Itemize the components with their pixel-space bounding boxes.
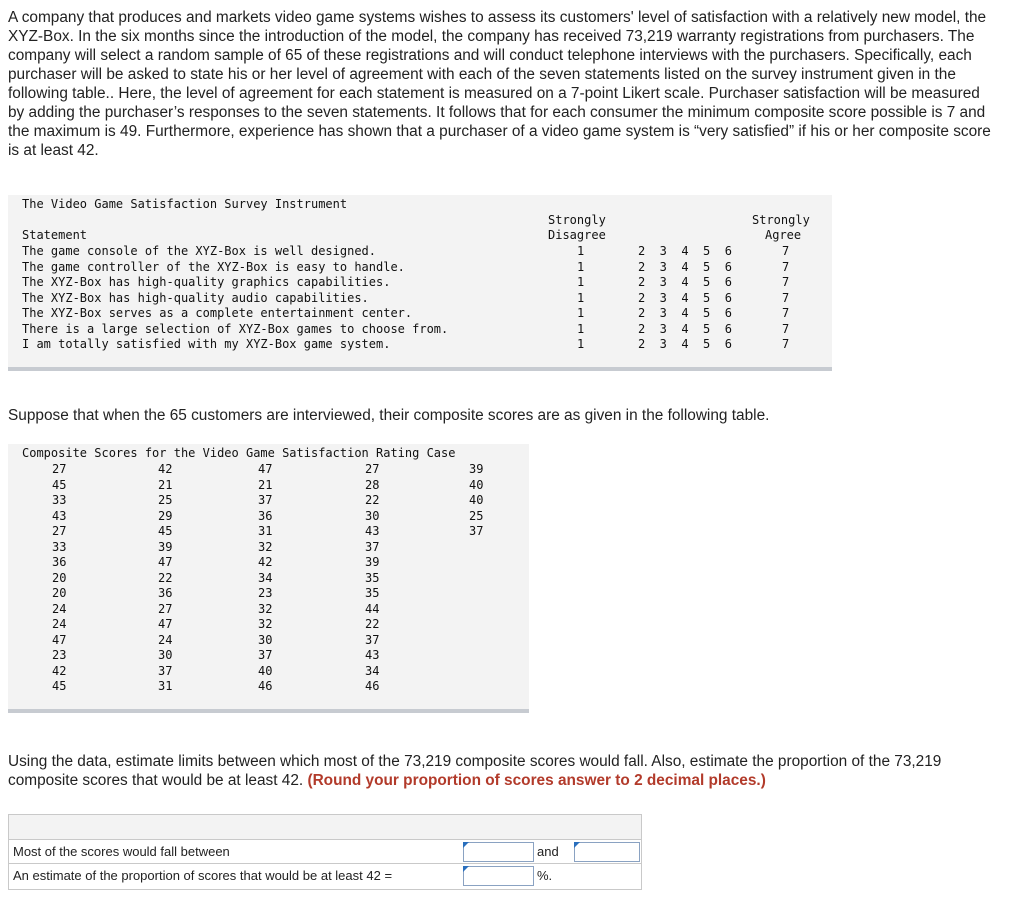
score-cell: 20 [52, 586, 67, 600]
scale-value-7: 7 [782, 321, 790, 336]
score-cell: 42 [158, 462, 173, 476]
input-flag-icon [574, 842, 580, 848]
score-cell: 32 [258, 601, 273, 616]
disagree-header-line1: Strongly [548, 213, 606, 227]
score-cell: 45 [158, 524, 173, 538]
scale-values-2-6: 2 3 4 5 6 [638, 275, 732, 289]
score-cell: 37 [469, 524, 484, 538]
paragraph-2: Suppose that when the 65 customers are interviewed, their composite scores are as given in the following table. [8, 407, 770, 424]
score-cell: 40 [469, 493, 484, 507]
survey-title: The Video Game Satisfaction Survey Instrument [22, 197, 348, 211]
score-cell: 45 [52, 679, 67, 693]
score-cell: 34 [365, 663, 380, 678]
answer-row-proportion [9, 863, 641, 889]
agree-header-line2: Agree [765, 228, 802, 242]
range-label: Most of the scores would fall between [13, 844, 230, 859]
score-cell: 21 [258, 477, 273, 492]
scale-values-2-6: 2 3 4 5 6 [638, 321, 732, 336]
composite-title: Composite Scores for the Video Game Satisfaction Rating Case [22, 446, 456, 460]
score-cell: 21 [158, 477, 173, 492]
score-cell: 20 [52, 570, 67, 585]
score-cell: 24 [52, 617, 67, 631]
score-cell: 42 [258, 555, 273, 569]
score-cell: 22 [158, 570, 173, 585]
score-cell: 35 [365, 586, 380, 600]
and-label: and [537, 844, 559, 859]
rounding-instruction: (Round your proportion of scores answer to 2 decimal places.) [307, 772, 766, 789]
score-cell: 33 [52, 539, 67, 554]
score-cell: 32 [258, 617, 273, 631]
statement-text: I am totally satisfied with my XYZ-Box game system. [22, 337, 391, 351]
score-cell: 39 [158, 539, 173, 554]
scale-value-7: 7 [782, 337, 790, 351]
statement-text: The XYZ-Box serves as a complete entertainment center. [22, 306, 413, 320]
score-cell: 27 [365, 462, 380, 476]
scale-value-1: 1 [577, 244, 585, 258]
scale-value-7: 7 [782, 290, 790, 305]
proportion-label: An estimate of the proportion of scores that would be at least 42 = [13, 868, 393, 883]
score-cell: 40 [258, 663, 273, 678]
score-cell: 47 [158, 555, 173, 569]
score-cell: 44 [365, 601, 380, 616]
scale-value-1: 1 [577, 306, 585, 320]
score-cell: 33 [52, 493, 67, 507]
score-cell: 30 [365, 508, 380, 523]
statement-text: The XYZ-Box has high-quality audio capabilities. [22, 290, 369, 305]
score-cell: 23 [52, 648, 67, 662]
statement-text: There is a large selection of XYZ-Box games to choose from. [22, 321, 449, 336]
score-cell: 25 [158, 493, 173, 507]
score-cell: 37 [158, 663, 173, 678]
score-cell: 42 [52, 663, 67, 678]
score-cell: 36 [258, 508, 273, 523]
score-cell: 28 [365, 477, 380, 492]
score-cell: 40 [469, 477, 484, 492]
statement-text: The XYZ-Box has high-quality graphics capabilities. [22, 275, 391, 289]
score-cell: 43 [365, 648, 380, 662]
paragraph-3 [8, 752, 998, 790]
score-cell: 30 [158, 648, 173, 662]
score-cell: 46 [258, 679, 273, 693]
scale-value-1: 1 [577, 321, 585, 336]
score-cell: 36 [158, 586, 173, 600]
scale-values-2-6: 2 3 4 5 6 [638, 337, 732, 351]
answer-row-range [9, 839, 641, 864]
statement-text: The game console of the XYZ-Box is well designed. [22, 244, 377, 258]
scale-values-2-6: 2 3 4 5 6 [638, 290, 732, 305]
percent-label: %. [537, 868, 553, 883]
score-cell: 27 [52, 524, 67, 538]
score-cell: 37 [258, 648, 273, 662]
score-cell: 30 [258, 632, 273, 647]
scale-value-7: 7 [782, 306, 790, 320]
scale-value-7: 7 [782, 275, 790, 289]
score-cell: 24 [158, 632, 173, 647]
score-cell: 31 [158, 679, 173, 693]
score-cell: 43 [52, 508, 67, 523]
score-cell: 47 [158, 617, 173, 631]
score-cell: 37 [365, 632, 380, 647]
input-flag-icon [463, 842, 469, 848]
score-cell: 36 [52, 555, 67, 569]
score-cell: 39 [469, 462, 484, 476]
disagree-header-line2: Disagree [548, 228, 606, 242]
score-cell: 23 [258, 586, 273, 600]
score-cell: 37 [365, 539, 380, 554]
score-cell: 35 [365, 570, 380, 585]
scale-values-2-6: 2 3 4 5 6 [638, 244, 732, 258]
scale-values-2-6: 2 3 4 5 6 [638, 306, 732, 320]
score-cell: 27 [52, 462, 67, 476]
answer-table [8, 814, 642, 890]
score-cell: 47 [52, 632, 67, 647]
scale-value-1: 1 [577, 290, 585, 305]
score-cell: 31 [258, 524, 273, 538]
score-cell: 32 [258, 539, 273, 554]
score-cell: 22 [365, 617, 380, 631]
question-text: Using the data, estimate limits between which most of the 73,219 composite scores would fall. Also, estimate the proportion of the 73,219 composite scores that would be at least 42. [8, 753, 942, 789]
scale-value-1: 1 [577, 259, 585, 274]
scale-value-1: 1 [577, 337, 585, 351]
proportion-input[interactable] [463, 866, 534, 886]
statement-header: Statement [22, 228, 88, 242]
score-cell: 24 [52, 601, 67, 616]
score-cell: 47 [258, 462, 273, 476]
score-cell: 27 [158, 601, 173, 616]
scale-values-2-6: 2 3 4 5 6 [638, 259, 732, 274]
score-cell: 25 [469, 508, 484, 523]
score-cell: 39 [365, 555, 380, 569]
score-cell: 37 [258, 493, 273, 507]
scale-value-7: 7 [782, 259, 790, 274]
upper-limit-input[interactable] [574, 842, 640, 862]
score-cell: 22 [365, 493, 380, 507]
score-cell: 45 [52, 477, 67, 492]
lower-limit-input[interactable] [463, 842, 534, 862]
input-flag-icon [463, 866, 469, 872]
scale-value-7: 7 [782, 244, 790, 258]
survey-instrument-table [8, 195, 832, 371]
scale-value-1: 1 [577, 275, 585, 289]
agree-header-line1: Strongly [752, 213, 810, 227]
statement-text: The game controller of the XYZ-Box is easy to handle. [22, 259, 405, 274]
intro-paragraph: A company that produces and markets video game systems wishes to assess its customers' level of satisfaction with a relatively new model, the XYZ-Box. In the six months since the introduction of the model, the company has received 73,219 warranty registrations from purchasers. The company will select a random sample of 65 of these registrations and will conduct telephone interviews with the purchasers. Specifically, each purchaser will be asked to state his or her level of agreement with each of the seven statements listed on the survey instrument given in the following table.. Here, the level of agreement for each statement is measured on a 7-point Likert scale. Purchaser satisfaction will be measured by adding the purchaser’s responses to the seven statements. It follows that for each consumer the minimum composite score possible is 7 and the maximum is 49. Furthermore, experience has shown that a purchaser of a video game system is “very satisfied” if his or her composite score is at least 42. [8, 9, 991, 159]
score-cell: 46 [365, 679, 380, 693]
score-cell: 43 [365, 524, 380, 538]
score-cell: 34 [258, 570, 273, 585]
composite-scores-table [8, 444, 529, 713]
score-cell: 29 [158, 508, 173, 523]
